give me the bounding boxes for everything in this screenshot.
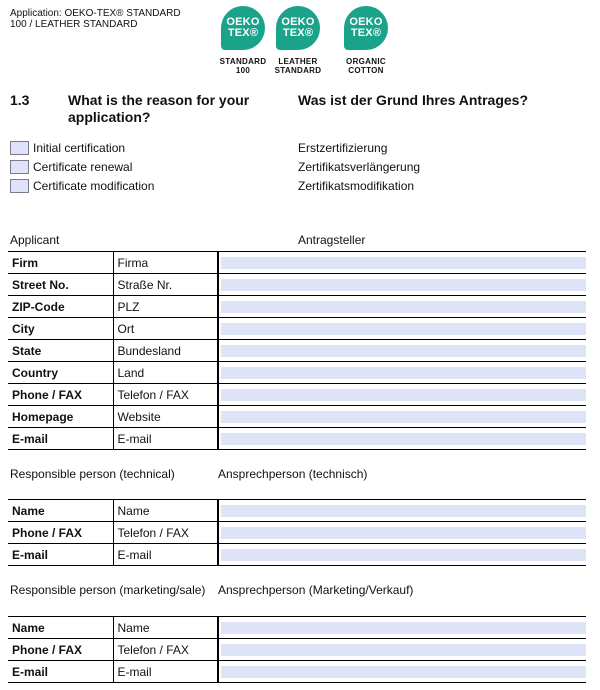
- field-label: ZIP-Code: [8, 296, 113, 318]
- question-english: What is the reason for your application?: [68, 92, 250, 125]
- applicant-title: Applicant: [10, 233, 60, 247]
- option-initial-certification[interactable]: [10, 140, 125, 156]
- table-row: [8, 252, 586, 274]
- oekotex-badge-icon: [221, 6, 265, 50]
- option-label-german: Erstzertifizierung: [298, 141, 388, 155]
- brand-top: OEKO: [349, 16, 383, 28]
- phone-fax-input[interactable]: [221, 389, 586, 401]
- logo-label-line-2: STANDARD: [274, 66, 322, 75]
- option-label: Initial certification: [33, 141, 126, 155]
- email-input[interactable]: [221, 433, 586, 445]
- oekotex-logo-leather-standard: [268, 6, 328, 75]
- oekotex-logo-organic-cotton: [336, 6, 396, 75]
- field-label: Name: [8, 500, 113, 522]
- zip-input[interactable]: [221, 301, 586, 313]
- brand-bottom: TEX®: [227, 27, 259, 39]
- state-input[interactable]: [221, 345, 586, 357]
- table-row: [8, 296, 586, 318]
- option-certificate-modification[interactable]: [10, 178, 154, 194]
- applicant-table: [8, 251, 586, 450]
- country-input[interactable]: [221, 367, 586, 379]
- field-label-german: E-mail: [113, 428, 218, 450]
- marketing-name-input[interactable]: [221, 622, 586, 634]
- checkbox[interactable]: [10, 179, 29, 193]
- field-label: Name: [8, 617, 113, 639]
- application-line: Application: OEKO-TEX® STANDARD 100 / LEATHER STANDARD: [10, 8, 181, 30]
- table-row: [8, 639, 586, 661]
- field-label: E-mail: [8, 544, 113, 566]
- section-number: 1.3: [10, 92, 30, 108]
- technical-phone-fax-input[interactable]: [221, 527, 586, 539]
- checkbox[interactable]: [10, 141, 29, 155]
- table-row: [8, 274, 586, 296]
- field-label-german: Name: [113, 500, 218, 522]
- table-row: [8, 500, 586, 522]
- option-label-german: Zertifikatsverlängerung: [298, 160, 421, 174]
- brand-top: OEKO: [226, 16, 260, 28]
- field-label: E-mail: [8, 661, 113, 683]
- logo-label: [268, 57, 328, 75]
- field-label: State: [8, 340, 113, 362]
- marketing-email-input[interactable]: [221, 666, 586, 678]
- table-row: [8, 406, 586, 428]
- field-label: Firm: [8, 252, 113, 274]
- option-label: Certificate renewal: [33, 160, 133, 174]
- table-row: [8, 617, 586, 639]
- technical-name-input[interactable]: [221, 505, 586, 517]
- logo-label: [336, 57, 396, 75]
- field-label-german: Straße Nr.: [113, 274, 218, 296]
- marketing-title: Responsible person (marketing/sale): [10, 583, 206, 597]
- table-row: [8, 428, 586, 450]
- field-label-german: Telefon / FAX: [113, 639, 218, 661]
- technical-email-input[interactable]: [221, 549, 586, 561]
- checkbox[interactable]: [10, 160, 29, 174]
- field-label: Country: [8, 362, 113, 384]
- field-label: City: [8, 318, 113, 340]
- field-label-german: Firma: [113, 252, 218, 274]
- field-label: E-mail: [8, 428, 113, 450]
- brand-bottom: TEX®: [282, 27, 314, 39]
- table-row: [8, 661, 586, 683]
- technical-title: Responsible person (technical): [10, 467, 175, 481]
- table-row: [8, 544, 586, 566]
- logo-label-line-2: COTTON: [348, 66, 384, 75]
- option-certificate-renewal[interactable]: [10, 159, 132, 175]
- logo-label-line-1: ORGANIC: [346, 57, 386, 66]
- table-row: [8, 340, 586, 362]
- option-label-german: Zertifikatsmodifikation: [298, 179, 415, 193]
- field-label-german: Telefon / FAX: [113, 522, 218, 544]
- logo-label-line-2: 100: [235, 66, 251, 75]
- field-label-german: Website: [113, 406, 218, 428]
- field-label: Street No.: [8, 274, 113, 296]
- technical-table: [8, 499, 586, 566]
- field-label-german: E-mail: [113, 544, 218, 566]
- brand-top: OEKO: [281, 16, 315, 28]
- field-label-german: Telefon / FAX: [113, 384, 218, 406]
- brand-bottom: TEX®: [350, 27, 382, 39]
- field-label-german: Land: [113, 362, 218, 384]
- homepage-input[interactable]: [221, 411, 586, 423]
- applicant-title-german: Antragsteller: [298, 233, 366, 247]
- logo-label-line-1: LEATHER: [278, 57, 318, 66]
- oekotex-logo-standard-100: [213, 6, 273, 75]
- field-label: Phone / FAX: [8, 384, 113, 406]
- oekotex-badge-icon: [344, 6, 388, 50]
- field-label: Phone / FAX: [8, 639, 113, 661]
- field-label: Homepage: [8, 406, 113, 428]
- logo-label-line-1: STANDARD: [219, 57, 267, 66]
- field-label-german: E-mail: [113, 661, 218, 683]
- table-row: [8, 384, 586, 406]
- marketing-phone-fax-input[interactable]: [221, 644, 586, 656]
- firm-input[interactable]: [221, 257, 586, 269]
- marketing-table: [8, 616, 586, 683]
- field-label-german: Name: [113, 617, 218, 639]
- question-german: Was ist der Grund Ihres Antrages?: [298, 92, 529, 108]
- street-input[interactable]: [221, 279, 586, 291]
- field-label-german: PLZ: [113, 296, 218, 318]
- option-label: Certificate modification: [33, 179, 155, 193]
- logo-label: [213, 57, 273, 75]
- field-label-german: Bundesland: [113, 340, 218, 362]
- marketing-title-german: Ansprechperson (Marketing/Verkauf): [218, 583, 414, 597]
- field-label-german: Ort: [113, 318, 218, 340]
- oekotex-badge-icon: [276, 6, 320, 50]
- city-input[interactable]: [221, 323, 586, 335]
- technical-title-german: Ansprechperson (technisch): [218, 467, 368, 481]
- field-label: Phone / FAX: [8, 522, 113, 544]
- table-row: [8, 362, 586, 384]
- table-row: [8, 522, 586, 544]
- table-row: [8, 318, 586, 340]
